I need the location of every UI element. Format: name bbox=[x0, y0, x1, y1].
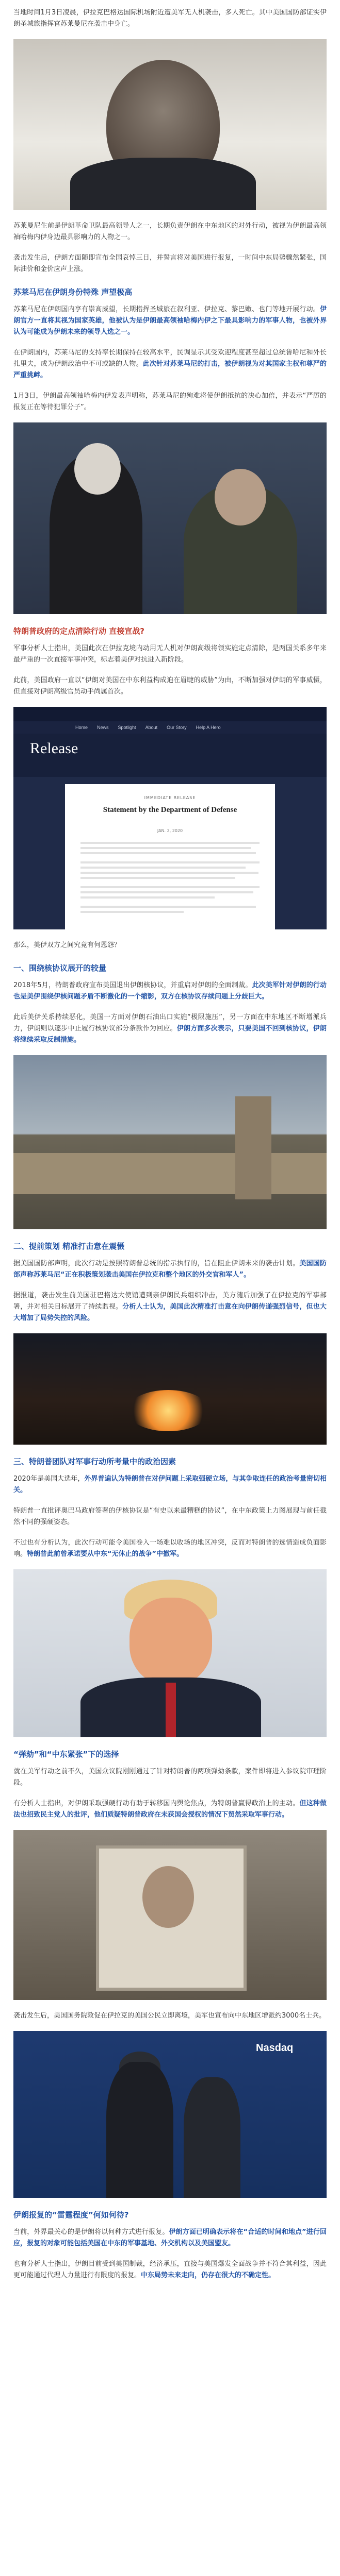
section1-paragraph-1: 苏莱马尼在伊朗国内享有崇高威望，长期指挥圣城旅在叙利亚、伊拉克、黎巴嫩、也门等地开展行动。伊朗官方一直将其视为国家英雄，他被认为是伊朗最高领袖哈梅内伊之下最具影响力的军事人物，也被外界认为可能成为伊朗未来的领导人选之一。 bbox=[13, 306, 327, 336]
section3-paragraph-1: 据美国国防部声明，此次行动是按照特朗普总统的指示执行的，旨在阻止伊朗未来的袭击计划。美国国防部声称苏莱马尼“正在积极策划袭击美国在伊拉克和整个地区的外交官和军人”。 bbox=[13, 1260, 327, 1279]
section6-paragraph-1: 袭击发生后，美国国务院敦促在伊拉克的美国公民立即离境，美军也宣布向中东地区增派约3000名士兵。 bbox=[13, 2012, 326, 2020]
section6-paragraph-3: 也有分析人士指出，伊朗目前受到美国制裁，经济承压，直接与美国爆发全面战争并不符合其利益，因此更可能通过代理人力量进行有限度的报复。中东局势未来走向，仍存在很大的不确定性。 bbox=[13, 2260, 327, 2279]
section1-paragraph-2: 在伊朗国内，苏莱马尼的支持率长期保持在较高水平，民调显示其受欢迎程度甚至超过总统鲁哈尼和外长扎里夫，成为伊朗政治中不可或缺的人物。此次针对苏莱马尼的打击，被伊朗视为对其国家主权和尊严的严重挑衅。 bbox=[13, 349, 327, 379]
section-subheading-5: 伊朗报复的“雷霆程度”何如何待? bbox=[13, 2210, 129, 2219]
mourning-crowd-image bbox=[13, 1830, 327, 2000]
section-subheading-1: 一、围绕核协议展开的较量 bbox=[13, 963, 107, 973]
section1-paragraph-3: 1月3日，伊朗最高领袖哈梅内伊发表声明称，苏莱马尼的殉难将使伊朗抵抗的决心加倍，并表示“严厉的报复正在等待犯罪分子”。 bbox=[13, 392, 327, 411]
section6-paragraph-2: 当前，外界最关心的是伊朗将以何种方式进行报复。伊朗方面已明确表示将在“合适的时间和地点”进行回应，报复的对象可能包括美国在中东的军事基地、外交机构以及美国盟友。 bbox=[13, 2228, 327, 2247]
release-label: IMMEDIATE RELEASE bbox=[144, 795, 196, 800]
section-heading-1: 苏莱马尼在伊朗身份特殊 声望极高 bbox=[13, 287, 133, 297]
release-banner-title: Release bbox=[30, 740, 78, 757]
intro-paragraph-1: 当地时间1月3日凌晨，伊拉克巴格达国际机场附近遭美军无人机袭击，多人死亡。其中美国国防部证实伊朗圣城旅指挥官苏莱曼尼在袭击中身亡。 bbox=[13, 9, 327, 28]
intro-paragraph-2: 苏莱曼尼生前是伊朗革命卫队最高领导人之一，长期负责伊朗在中东地区的对外行动，被视为伊朗最高领袖哈梅内伊身边最具影响力的人物之一。 bbox=[13, 222, 327, 241]
section2-paragraph-2: 此前，美国政府一直以“伊朗对美国在中东利益构成迫在眉睫的威胁”为由，不断加强对伊朗的军事威慑，但直接对伊朗高级官员动手尚属首次。 bbox=[13, 676, 327, 696]
burning-vehicle-image bbox=[13, 1333, 327, 1445]
section4-paragraph-1: 2020年是美国大选年，外界普遍认为特朗普在对伊问题上采取强硬立场，与其争取连任的政治考量密切相关。 bbox=[13, 1475, 327, 1494]
section-subheading-4: “弹劾”和“中东紧张”下的选择 bbox=[13, 1750, 119, 1759]
embassy-street-image bbox=[13, 1055, 327, 1229]
intro-paragraph-3: 袭击发生后，伊朗方面随即宣布全国哀悼三日，并誓言将对美国进行报复，一时间中东局势骤然紧张，国际油价和金价应声上涨。 bbox=[13, 254, 327, 273]
section-heading-2: 特朗普政府的定点清除行动 直接宣战? bbox=[13, 626, 144, 636]
section5-paragraph-2: 有分析人士指出，对伊朗采取强硬行动有助于转移国内舆论焦点，为特朗普赢得政治上的主动。但这种做法也招致民主党人的批评，他们质疑特朗普政府在未获国会授权的情况下贸然采取军事行动。 bbox=[13, 1800, 327, 1819]
section4-paragraph-3: 不过也有分析认为，此次行动可能令美国卷入一场难以收场的地区冲突，反而对特朗普的选情造成负面影响。特朗普此前曾承诺要从中东“无休止的战争”中撤军。 bbox=[13, 1539, 327, 1558]
release-nav-item: Our Story bbox=[167, 725, 187, 730]
article-body bbox=[0, 7, 340, 2311]
section2-paragraph-3: 那么，美伊双方之间究竟有何恩怨？ bbox=[13, 941, 121, 949]
section2-paragraph-4: 2018年5月，特朗普政府宣布美国退出伊朗核协议，并重启对伊朗的全面制裁。此次美军针对伊朗的行动也是美伊围绕伊核问题矛盾不断激化的一个缩影，双方在核协议存续问题上分歧巨大。 bbox=[13, 981, 327, 1001]
leaders-photo-image bbox=[13, 422, 327, 614]
release-nav-item: About bbox=[145, 725, 158, 730]
dod-release-screenshot bbox=[13, 707, 327, 929]
section2-paragraph-1: 军事分析人士指出，美国此次在伊拉克境内动用无人机对伊朗高级将领实施定点清除，是两国关系多年来最严重的一次直接军事冲突，标志着美伊对抗进入新阶段。 bbox=[13, 645, 327, 664]
release-nav-item: Home bbox=[75, 725, 88, 730]
section-subheading-2: 二、提前策划 精准打击意在震慑 bbox=[13, 1242, 125, 1251]
section4-paragraph-2: 特朗普一直批评奥巴马政府签署的伊核协议是“有史以来最糟糕的协议”，在中东政策上力图展现与前任截然不同的强硬姿态。 bbox=[13, 1507, 327, 1526]
release-nav-item: News bbox=[97, 725, 109, 730]
section3-paragraph-2: 据报道，袭击发生前美国驻巴格达大使馆遭到亲伊朗民兵组织冲击，美方随后加强了在伊拉克的军事部署，并对相关目标展开了持续监视。分析人士认为，美国此次精准打击意在向伊朗传递强烈信号，但也大大增加了局势失控的风险。 bbox=[13, 1292, 327, 1322]
release-heading: Statement by the Department of Defense bbox=[103, 806, 237, 814]
trump-portrait-image bbox=[13, 1569, 327, 1737]
release-nav-item: Help A Hero bbox=[196, 725, 221, 730]
section2-paragraph-5: 此后美伊关系持续恶化，美国一方面对伊朗石油出口实施“极限施压”，另一方面在中东地区不断增派兵力，伊朗则以逐步中止履行核协议部分条款作为回应。伊朗方面多次表示，只要美国不回到核协议，伊朗将继续采取反制措施。 bbox=[13, 1013, 327, 1044]
nasdaq-security-image bbox=[13, 2031, 327, 2198]
release-nav-item: Spotlight bbox=[118, 725, 136, 730]
soleimani-portrait-image bbox=[13, 39, 327, 210]
section-subheading-3: 三、特朗普团队对军事行动所考量中的政治因素 bbox=[13, 1457, 176, 1466]
section5-paragraph-1: 就在美军行动之前不久，美国众议院刚刚通过了针对特朗普的两项弹劾条款，案件即将进入参议院审理阶段。 bbox=[13, 1768, 327, 1787]
release-nav bbox=[13, 721, 327, 734]
release-document bbox=[65, 784, 275, 929]
release-date: JAN. 2, 2020 bbox=[157, 828, 183, 833]
nasdaq-sign: Nasdaq bbox=[256, 2042, 294, 2054]
